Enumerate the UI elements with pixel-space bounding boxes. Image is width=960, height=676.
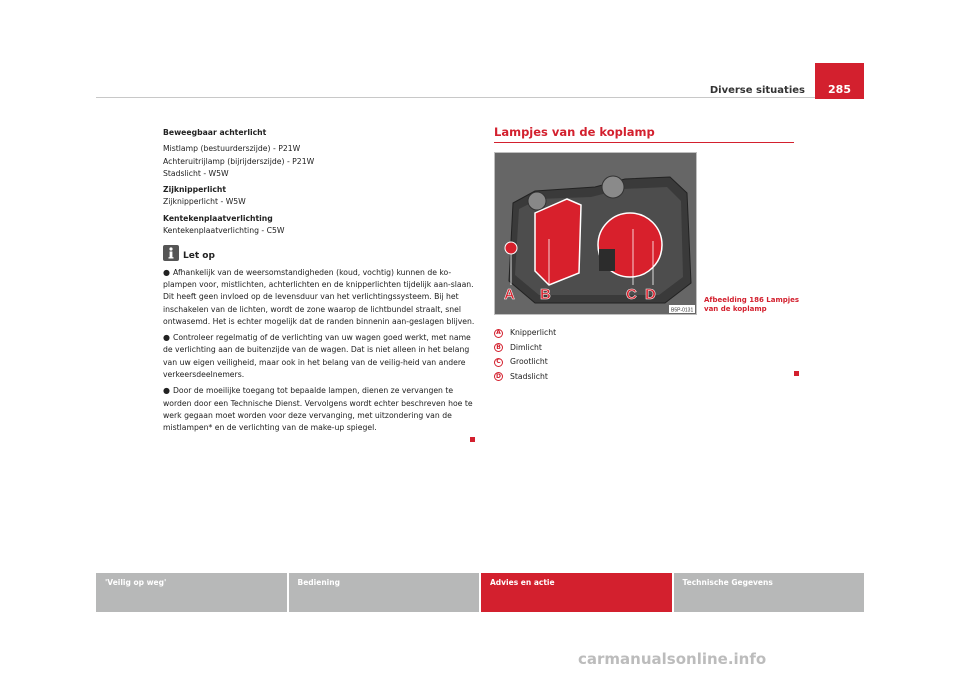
- legend-key-c: C: [494, 358, 503, 367]
- headlamp-figure: [494, 152, 697, 315]
- figure-caption: Afbeelding 186 Lampjes van de koplamp: [704, 296, 800, 313]
- page-number: 285: [815, 63, 864, 99]
- header-rule: [96, 97, 864, 98]
- subheading-plate-light: Kentekenplaatverlichting: [163, 213, 273, 223]
- legend-item: [494, 326, 556, 341]
- tab-bediening[interactable]: Bediening: [289, 573, 480, 612]
- tab-veilig-op-weg[interactable]: 'Veilig op weg': [96, 573, 287, 612]
- legend-label: Knipperlicht: [510, 328, 557, 337]
- spec-line: Kentekenplaatverlichting - C5W: [163, 226, 285, 236]
- legend-item: [494, 355, 556, 370]
- end-mark: [794, 371, 799, 376]
- subheading-side-indicator: Zijknipperlicht: [163, 185, 227, 195]
- legend-key-b: B: [494, 343, 503, 352]
- info-icon: [163, 245, 179, 261]
- tab-advies-en-actie[interactable]: Advies en actie: [481, 573, 672, 612]
- legend-label: Dimlicht: [510, 342, 542, 352]
- spec-line: Zijknipperlicht - W5W: [163, 197, 246, 207]
- bullet-dot-icon: ●: [163, 333, 170, 343]
- legend: [494, 326, 556, 384]
- end-mark: [470, 437, 475, 442]
- bullet-dot-icon: ●: [163, 267, 170, 277]
- figure-label-c: C: [626, 286, 637, 303]
- spec-line: Achteruitrijlamp (bijrijderszijde) - P21W: [163, 156, 315, 166]
- note-bullet: ● Door de moeilijke toegang tot bepaalde lampen, dienen ze vervangen te worden door een Technische Dienst. Vervolgens wordt echter beschreven hoe te werk gegaan moet worden voor deze vervanging, met uitzondering van de mistlampen* en de verlichting van de make-up spiegel.: [163, 386, 473, 433]
- tab-technische-gegevens[interactable]: Technische Gegevens: [674, 573, 865, 612]
- legend-key-d: D: [494, 372, 503, 381]
- legend-label: Stadslicht: [510, 371, 548, 381]
- legend-label: Grootlicht: [510, 357, 548, 366]
- left-column: [163, 127, 475, 435]
- note-bullet: ● Controleer regelmatig of de verlichting van uw wagen goed werkt, met name de verlichting aan de buitenzijde van de wagen. Dat is niet alleen in het belang van uw eigen veiligheid, maar ook in het belang van de veilig-heid van andere verkeersdeelnemers.: [163, 333, 471, 380]
- section-title: Diverse situaties: [709, 85, 805, 96]
- note-title: Let op: [183, 251, 215, 262]
- figure-label-d: D: [645, 286, 656, 303]
- legend-item: [494, 370, 556, 385]
- footer-nav: [96, 573, 864, 612]
- legend-item: [494, 341, 556, 356]
- legend-key-a: A: [494, 329, 503, 338]
- spec-line: Stadslicht - W5W: [163, 168, 229, 178]
- note-bullet: ● Afhankelijk van de weersomstandigheden (koud, vochtig) kunnen de ko-plampen voor, mistlichten, achterlichten en de knipperlichten tijdelijk aan-slaan. Dit heeft geen invloed op de levensduur van het verlichtingssysteem. Bij het inschakelen van de lichten, wordt de zone waarop de lichtbundel straalt, snel ontwasemd. Het is echter mogelijk dat de randen binnenin aan-geslagen blijven.: [163, 267, 475, 326]
- figure-label-b: B: [540, 286, 551, 303]
- figure-label-a: A: [504, 286, 515, 303]
- heading-rule: [494, 142, 794, 143]
- right-column-heading: [494, 125, 794, 143]
- note-header: [163, 242, 475, 262]
- bullet-dot-icon: ●: [163, 386, 170, 396]
- watermark: carmanualsonline.info: [578, 650, 767, 668]
- section-heading: Lampjes van de koplamp: [494, 125, 655, 139]
- subheading-rear-light: Beweegbaar achterlicht: [163, 128, 267, 137]
- spec-line: Mistlamp (bestuurderszijde) - P21W: [163, 144, 301, 154]
- figure-code: B5P-0131: [671, 307, 694, 314]
